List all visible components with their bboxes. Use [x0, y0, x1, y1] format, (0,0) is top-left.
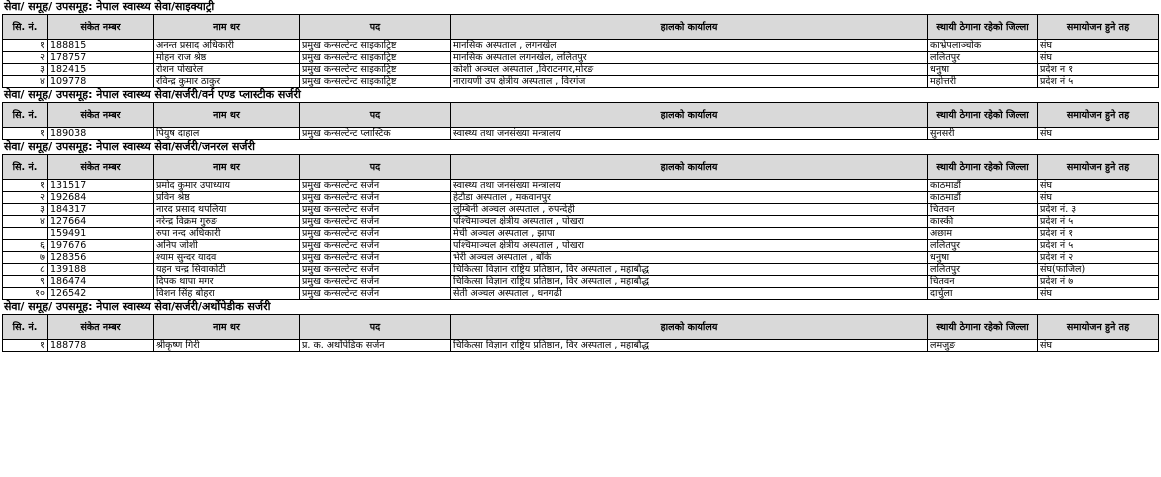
header-current-office: हालको कार्यालय: [451, 315, 928, 340]
table-row: [3, 276, 1159, 288]
post-cell: प्र. क. अर्थोपेडिक सर्जन: [300, 340, 451, 352]
adjustment-level-cell: प्रदेश नं ५: [1038, 240, 1159, 252]
header-permanent-district: स्थायी ठेगाना रहेको जिल्ला: [928, 15, 1038, 40]
name-cell: अनन्त प्रसाद अधिकारी: [154, 40, 300, 52]
header-permanent-district: स्थायी ठेगाना रहेको जिल्ला: [928, 315, 1038, 340]
table-row: [3, 216, 1159, 228]
adjustment-level-cell: प्रदेश नं १: [1038, 228, 1159, 240]
name-cell: नरेन्द्र विक्रम गुरुङ: [154, 216, 300, 228]
code-number-cell: 178757: [48, 52, 154, 64]
name-cell: प्रविन श्रेष्ठ: [154, 192, 300, 204]
header-adjustment-level: समायोजन हुने तह: [1038, 155, 1159, 180]
header-row: [3, 155, 1159, 180]
office-cell: स्वास्थ्य तथा जनसंख्या मन्त्रालय: [451, 128, 928, 140]
header-code-number: संकेत नम्बर: [48, 155, 154, 180]
code-number-cell: 182415: [48, 64, 154, 76]
header-adjustment-level: समायोजन हुने तह: [1038, 315, 1159, 340]
office-cell: हेटौडा अस्पताल , मकवानपुर: [451, 192, 928, 204]
code-number-cell: 184317: [48, 204, 154, 216]
section-title: सेवा/ समूह/ उपसमूह: नेपाल स्वास्थ्य सेवा/सर्जरी/वर्न एण्ड प्लास्टीक सर्जरी: [4, 88, 301, 101]
serial-number-cell: १: [3, 340, 48, 352]
table-row: [3, 288, 1159, 300]
header-permanent-district: स्थायी ठेगाना रहेको जिल्ला: [928, 155, 1038, 180]
serial-number-cell: २: [3, 52, 48, 64]
name-cell: अनिप जोशी: [154, 240, 300, 252]
serial-number-cell: ९: [3, 276, 48, 288]
district-cell: चितवन: [928, 276, 1038, 288]
name-cell: यहन चन्द्र सिवाकोटी: [154, 264, 300, 276]
section-title: सेवा/ समूह/ उपसमूह: नेपाल स्वास्थ्य सेवा/साइक्याट्री: [4, 0, 215, 13]
post-cell: प्रमुख कन्सल्टेन्ट साइकाट्रिष्ट: [300, 76, 451, 88]
table-row: [3, 52, 1159, 64]
code-number-cell: 189038: [48, 128, 154, 140]
header-post: पद: [300, 103, 451, 128]
serial-number-cell: १०: [3, 288, 48, 300]
post-cell: प्रमुख कन्सल्टेन्ट साइकाट्रिष्ट: [300, 52, 451, 64]
header-name: नाम थर: [154, 103, 300, 128]
post-cell: प्रमुख कन्सल्टेन्ट सर्जन: [300, 276, 451, 288]
name-cell: रोशन पोखरेल: [154, 64, 300, 76]
table-row: [3, 180, 1159, 192]
district-cell: चितवन: [928, 204, 1038, 216]
table-row: [3, 128, 1159, 140]
district-cell: सुनसरी: [928, 128, 1038, 140]
adjustment-level-cell: प्रदेश नं ७: [1038, 276, 1159, 288]
post-cell: प्रमुख कन्सल्टेन्ट साइकाट्रिष्ट: [300, 40, 451, 52]
serial-number-cell: ८: [3, 264, 48, 276]
district-cell: ललितपुर: [928, 240, 1038, 252]
office-cell: पश्चिमाञ्चल क्षेत्रीय अस्पताल , पोखरा: [451, 216, 928, 228]
district-cell: ललितपुर: [928, 52, 1038, 64]
serial-number-cell: २: [3, 192, 48, 204]
post-cell: प्रमुख कन्सल्टेन्ट सर्जन: [300, 204, 451, 216]
name-cell: रुपा नन्द अधिकारी: [154, 228, 300, 240]
header-adjustment-level: समायोजन हुने तह: [1038, 15, 1159, 40]
adjustment-level-cell: प्रदेश न १: [1038, 64, 1159, 76]
name-cell: नारद प्रसाद थपलिया: [154, 204, 300, 216]
header-serial-number: सि. नं.: [3, 15, 48, 40]
district-cell: महोत्तरी: [928, 76, 1038, 88]
post-cell: प्रमुख कन्सल्टेन्ट सर्जन: [300, 192, 451, 204]
post-cell: प्रमुख कन्सल्टेन्ट सर्जन: [300, 288, 451, 300]
office-cell: नारायणी उप क्षेत्रीय अस्पताल , विरगंज: [451, 76, 928, 88]
header-serial-number: सि. नं.: [3, 315, 48, 340]
office-cell: चिकित्सा विज्ञान राष्ट्रिय प्रतिष्ठान, विर अस्पताल , महाबौद्ध: [451, 276, 928, 288]
header-current-office: हालको कार्यालय: [451, 15, 928, 40]
document-page: [2, 0, 1158, 352]
header-current-office: हालको कार्यालय: [451, 103, 928, 128]
table-row: [3, 240, 1159, 252]
header-code-number: संकेत नम्बर: [48, 315, 154, 340]
post-cell: प्रमुख कन्सल्टेन्ट प्लास्टिक: [300, 128, 451, 140]
post-cell: प्रमुख कन्सल्टेन्ट सर्जन: [300, 240, 451, 252]
adjustment-level-cell: संघ: [1038, 52, 1159, 64]
code-number-cell: 128356: [48, 252, 154, 264]
table-row: [3, 192, 1159, 204]
district-cell: दार्चुला: [928, 288, 1038, 300]
serial-number-cell: ३: [3, 204, 48, 216]
section-title: सेवा/ समूह/ उपसमूह: नेपाल स्वास्थ्य सेवा/सर्जरी/जनरल सर्जरी: [4, 140, 255, 153]
name-cell: प्रमोद कुमार उपाध्याय: [154, 180, 300, 192]
header-name: नाम थर: [154, 155, 300, 180]
table-row: [3, 40, 1159, 52]
post-cell: प्रमुख कन्सल्टेन्ट सर्जन: [300, 180, 451, 192]
adjustment-level-cell: संघ(फाजिल): [1038, 264, 1159, 276]
post-cell: प्रमुख कन्सल्टेन्ट साइकाट्रिष्ट: [300, 64, 451, 76]
serial-number-cell: १: [3, 128, 48, 140]
adjustment-level-cell: संघ: [1038, 40, 1159, 52]
code-number-cell: 109778: [48, 76, 154, 88]
header-post: पद: [300, 155, 451, 180]
table-row: [3, 64, 1159, 76]
table-row: [3, 228, 1159, 240]
post-cell: प्रमुख कन्सल्टेन्ट सर्जन: [300, 252, 451, 264]
name-cell: पियुष दाहाल: [154, 128, 300, 140]
table-row: [3, 252, 1159, 264]
header-adjustment-level: समायोजन हुने तह: [1038, 103, 1159, 128]
name-cell: दिपक थापा मगर: [154, 276, 300, 288]
office-cell: स्वास्थ्य तथा जनसंख्या मन्त्रालय: [451, 180, 928, 192]
table-row: [3, 76, 1159, 88]
staff-table: [2, 314, 1159, 352]
name-cell: श्रीकृष्ण गिरी: [154, 340, 300, 352]
district-cell: ललितपुर: [928, 264, 1038, 276]
adjustment-level-cell: प्रदेश नं. ३: [1038, 204, 1159, 216]
serial-number-cell: १: [3, 40, 48, 52]
name-cell: मोहन राज श्रेष्ठ: [154, 52, 300, 64]
serial-number-cell: ३: [3, 64, 48, 76]
code-number-cell: 186474: [48, 276, 154, 288]
name-cell: रविन्द्र कुमार ठाकुर: [154, 76, 300, 88]
adjustment-level-cell: संघ: [1038, 288, 1159, 300]
staff-table: [2, 154, 1159, 300]
code-number-cell: 197676: [48, 240, 154, 252]
district-cell: काभ्रेपलाञ्चोक: [928, 40, 1038, 52]
section-title: सेवा/ समूह/ उपसमूह: नेपाल स्वास्थ्य सेवा/सर्जरी/अर्थोपेडीक सर्जरी: [4, 300, 271, 313]
district-cell: अछाम: [928, 228, 1038, 240]
header-row: [3, 315, 1159, 340]
office-cell: कोशी अञ्चल अस्पताल ,विराटनगर,मोरङ: [451, 64, 928, 76]
header-serial-number: सि. नं.: [3, 155, 48, 180]
header-name: नाम थर: [154, 15, 300, 40]
office-cell: मानसिक अस्पताल लगनखेल, ललितपुर: [451, 52, 928, 64]
code-number-cell: 188778: [48, 340, 154, 352]
serial-number-cell: ६: [3, 240, 48, 252]
serial-number-cell: १: [3, 180, 48, 192]
district-cell: धनुषा: [928, 64, 1038, 76]
staff-table: [2, 14, 1159, 88]
name-cell: विशन सिंह बोहरा: [154, 288, 300, 300]
serial-number-cell: ४: [3, 76, 48, 88]
post-cell: प्रमुख कन्सल्टेन्ट सर्जन: [300, 216, 451, 228]
header-code-number: संकेत नम्बर: [48, 103, 154, 128]
adjustment-level-cell: संघ: [1038, 192, 1159, 204]
serial-number-cell: ७: [3, 252, 48, 264]
name-cell: श्याम सुन्दर यादव: [154, 252, 300, 264]
adjustment-level-cell: प्रदेश नं ५: [1038, 216, 1159, 228]
office-cell: चिकित्सा विज्ञान राष्ट्रिय प्रतिष्ठान, विर अस्पताल , महाबौद्ध: [451, 340, 928, 352]
header-row: [3, 15, 1159, 40]
table-row: [3, 264, 1159, 276]
code-number-cell: 131517: [48, 180, 154, 192]
code-number-cell: 126542: [48, 288, 154, 300]
header-code-number: संकेत नम्बर: [48, 15, 154, 40]
serial-number-cell: ४: [3, 216, 48, 228]
header-row: [3, 103, 1159, 128]
office-cell: चिकित्सा विज्ञान राष्ट्रिय प्रतिष्ठान, विर अस्पताल , महाबौद्ध: [451, 264, 928, 276]
district-cell: लमजुङ: [928, 340, 1038, 352]
header-name: नाम थर: [154, 315, 300, 340]
office-cell: लुम्बिनी अञ्चल अस्पताल , रुपन्देही: [451, 204, 928, 216]
header-post: पद: [300, 15, 451, 40]
office-cell: पश्चिमाञ्चल क्षेत्रीय अस्पताल , पोखरा: [451, 240, 928, 252]
office-cell: भेरी अञ्चल अस्पताल , बाँके: [451, 252, 928, 264]
serial-number-cell: [3, 228, 48, 240]
code-number-cell: 188815: [48, 40, 154, 52]
office-cell: सेती अञ्चल अस्पताल , धनगढी: [451, 288, 928, 300]
adjustment-level-cell: प्रदेश नं २: [1038, 252, 1159, 264]
header-current-office: हालको कार्यालय: [451, 155, 928, 180]
staff-table: [2, 102, 1159, 140]
district-cell: धनुषा: [928, 252, 1038, 264]
header-post: पद: [300, 315, 451, 340]
office-cell: मेची अञ्चल अस्पताल , झापा: [451, 228, 928, 240]
adjustment-level-cell: प्रदेश नं ५: [1038, 76, 1159, 88]
adjustment-level-cell: संघ: [1038, 180, 1159, 192]
table-row: [3, 204, 1159, 216]
code-number-cell: 159491: [48, 228, 154, 240]
post-cell: प्रमुख कन्सल्टेन्ट सर्जन: [300, 228, 451, 240]
adjustment-level-cell: संघ: [1038, 340, 1159, 352]
post-cell: प्रमुख कन्सल्टेन्ट सर्जन: [300, 264, 451, 276]
office-cell: मानसिक अस्पताल , लगनखेल: [451, 40, 928, 52]
adjustment-level-cell: संघ: [1038, 128, 1159, 140]
district-cell: काठमाडौं: [928, 180, 1038, 192]
header-permanent-district: स्थायी ठेगाना रहेको जिल्ला: [928, 103, 1038, 128]
table-row: [3, 340, 1159, 352]
district-cell: काठमाडौं: [928, 192, 1038, 204]
code-number-cell: 192684: [48, 192, 154, 204]
district-cell: कास्की: [928, 216, 1038, 228]
header-serial-number: सि. नं.: [3, 103, 48, 128]
code-number-cell: 127664: [48, 216, 154, 228]
code-number-cell: 139188: [48, 264, 154, 276]
